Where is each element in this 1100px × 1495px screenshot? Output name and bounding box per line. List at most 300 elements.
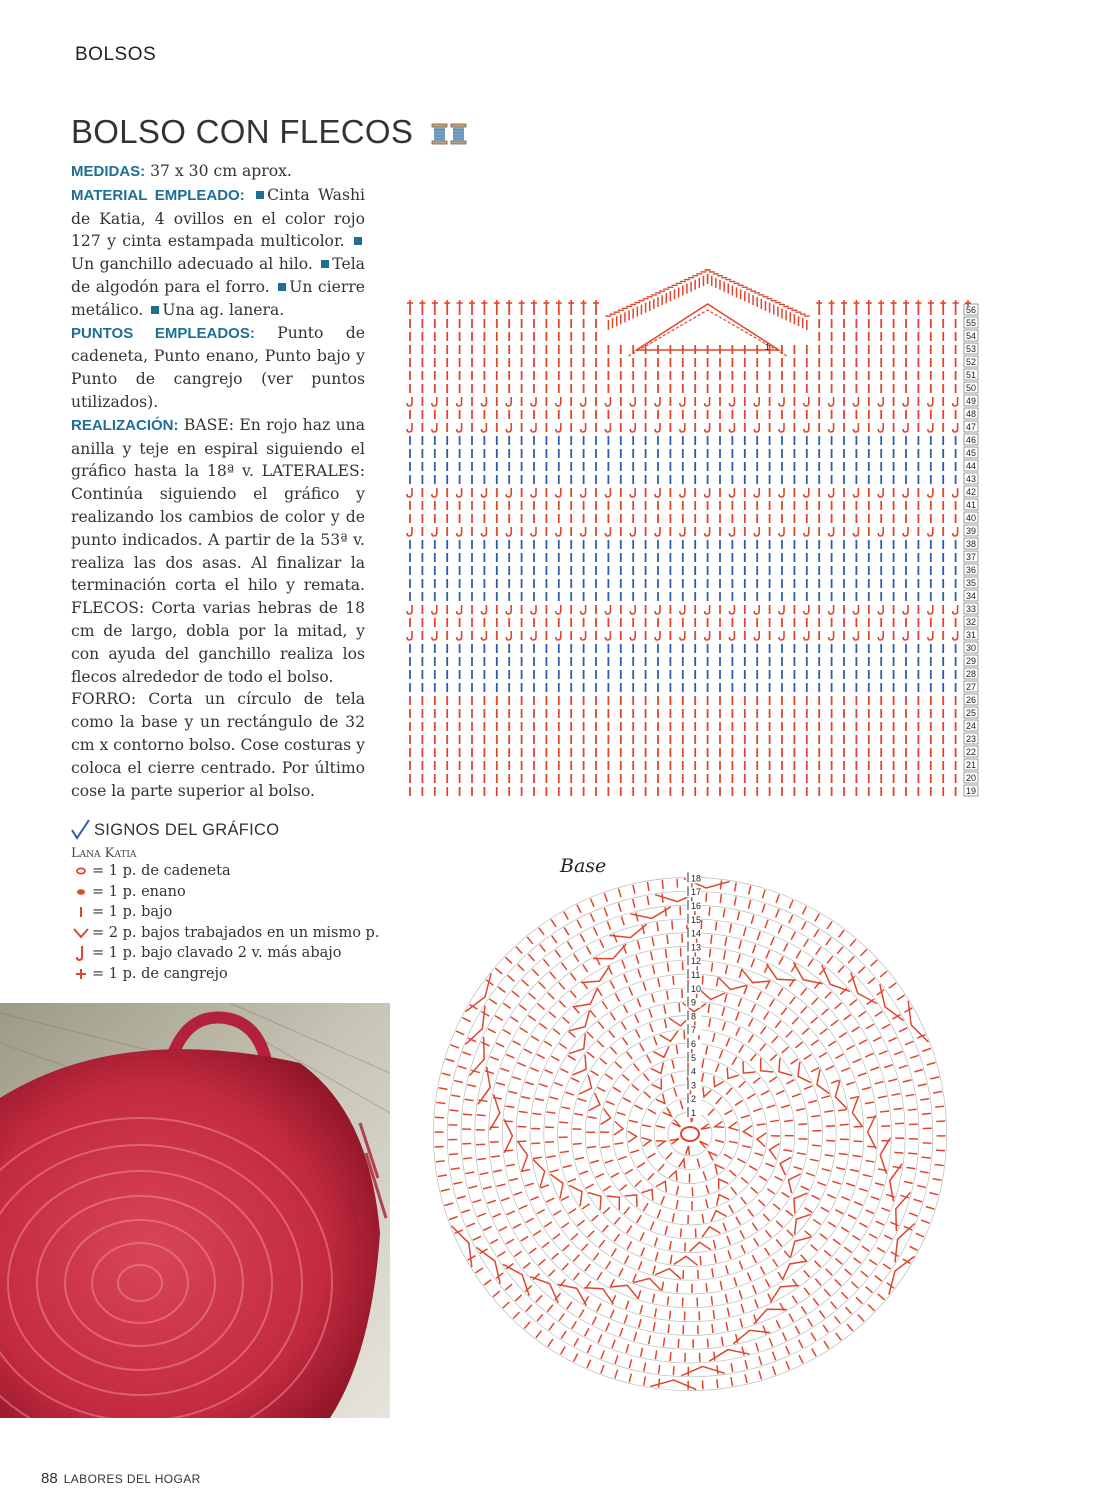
spike-stitch-mark	[432, 488, 437, 497]
single-crochet-mark	[851, 1282, 858, 1288]
single-crochet-mark	[553, 1234, 560, 1239]
row-number: 23	[965, 734, 977, 744]
material-item: Una ag. lanera.	[162, 300, 285, 319]
single-crochet-mark	[648, 1173, 654, 1180]
single-crochet-mark	[614, 1234, 619, 1241]
increase-mark	[715, 1121, 724, 1127]
single-crochet-mark	[529, 1248, 536, 1253]
single-crochet-mark	[751, 959, 754, 967]
single-crochet-mark	[764, 1012, 769, 1020]
spike-stitch-mark	[432, 631, 437, 640]
single-crochet-mark	[498, 987, 505, 992]
single-crochet-mark	[786, 1080, 794, 1084]
single-crochet-mark	[602, 1225, 608, 1232]
single-crochet-mark	[709, 1018, 711, 1027]
base-stitch-chart	[428, 850, 968, 1415]
single-crochet-mark	[713, 1033, 715, 1042]
single-crochet-mark	[653, 965, 655, 974]
single-crochet-mark	[831, 1020, 838, 1025]
spike-stitch-mark	[953, 631, 958, 640]
single-crochet-mark	[519, 1111, 528, 1112]
single-crochet-mark	[776, 894, 779, 902]
row-number: 21	[965, 760, 977, 770]
round-number: 13	[691, 942, 702, 953]
single-crochet-mark	[930, 1077, 939, 1079]
single-crochet-mark	[602, 1001, 607, 1009]
single-crochet-mark	[786, 1361, 790, 1369]
round-guide	[433, 877, 946, 1390]
round-number: 6	[691, 1039, 697, 1049]
single-crochet-mark	[461, 1210, 470, 1213]
single-crochet-mark	[491, 1156, 500, 1157]
increase-mark	[628, 1131, 637, 1142]
legend-heading	[70, 818, 400, 842]
single-crochet-mark	[722, 1007, 724, 1016]
single-crochet-mark	[484, 1280, 491, 1285]
single-crochet-mark	[537, 1054, 545, 1058]
single-crochet-mark	[481, 1012, 489, 1017]
single-crochet-mark	[530, 1068, 538, 1071]
single-crochet-mark	[587, 946, 591, 954]
stitch-row	[410, 735, 968, 744]
spike-stitch-mark	[680, 631, 685, 640]
single-crochet-mark	[503, 1003, 510, 1008]
spike-stitch-mark	[903, 631, 908, 640]
stitch-row	[410, 566, 968, 575]
single-crochet-mark	[811, 1333, 816, 1341]
row-number: 36	[965, 565, 977, 575]
checkmark-icon	[70, 818, 92, 842]
round-number: 7	[691, 1025, 697, 1036]
single-crochet-mark	[554, 1083, 562, 1086]
single-crochet-mark	[739, 1081, 746, 1087]
single-crochet-mark	[725, 965, 727, 974]
increase-mark	[880, 1138, 890, 1174]
single-crochet-mark	[731, 1187, 736, 1194]
single-crochet-mark	[729, 1205, 733, 1213]
spike-stitch-mark	[928, 631, 933, 640]
single-crochet-mark	[598, 1334, 602, 1342]
single-crochet-mark	[601, 1350, 604, 1358]
stitch-row	[410, 371, 968, 380]
single-crochet-mark	[597, 988, 602, 996]
bullet-square-icon	[321, 260, 329, 268]
single-crochet-mark	[614, 1217, 620, 1224]
single-crochet-mark	[702, 1073, 704, 1082]
single-crochet-mark	[668, 1324, 669, 1333]
single-crochet-mark	[568, 942, 573, 950]
spike-stitch-mark	[556, 397, 561, 406]
single-crochet-mark	[726, 1088, 732, 1095]
single-crochet-mark	[680, 1101, 683, 1110]
row-number: 27	[965, 682, 977, 692]
single-crochet-mark	[838, 966, 844, 973]
row-number: 35	[965, 578, 977, 588]
increase-mark	[650, 1380, 696, 1389]
single-crochet-mark	[435, 1117, 444, 1118]
single-crochet-mark	[587, 1032, 593, 1038]
spike-stitch-mark	[928, 423, 933, 432]
single-crochet-mark	[644, 1377, 646, 1386]
single-crochet-mark	[832, 1181, 841, 1184]
single-crochet-mark	[445, 1203, 454, 1206]
single-crochet-mark	[665, 907, 666, 916]
magic-ring	[681, 1127, 699, 1141]
spike-stitch-mark	[853, 488, 858, 497]
spike-stitch-mark	[804, 423, 809, 432]
single-crochet-mark	[670, 1311, 671, 1320]
spike-stitch-mark	[729, 488, 734, 497]
single-crochet-mark	[451, 1168, 460, 1169]
single-crochet-mark	[511, 1017, 519, 1022]
spike-stitch-mark	[804, 631, 809, 640]
single-crochet-mark	[449, 1217, 457, 1220]
single-crochet-mark	[542, 1242, 549, 1247]
single-crochet-mark	[630, 1150, 639, 1153]
single-crochet-mark	[629, 987, 632, 995]
spike-stitch-mark	[457, 631, 462, 640]
single-crochet-mark	[805, 1231, 812, 1237]
single-crochet-mark	[708, 1004, 709, 1013]
single-crochet-mark	[653, 1294, 655, 1303]
spike-stitch-mark	[680, 488, 685, 497]
single-crochet-mark	[597, 1087, 605, 1091]
single-crochet-mark	[505, 1284, 512, 1290]
single-crochet-mark	[598, 1022, 604, 1029]
single-crochet-mark	[624, 974, 627, 982]
single-crochet-mark	[736, 1027, 740, 1035]
stitch-row	[410, 657, 968, 666]
single-crochet-mark	[768, 1294, 772, 1302]
single-crochet-mark	[505, 957, 512, 963]
round-number: 16	[691, 901, 702, 911]
single-crochet-mark	[526, 1218, 534, 1222]
single-crochet-mark	[508, 1091, 517, 1093]
single-crochet-mark	[811, 1068, 819, 1072]
single-crochet-mark	[781, 1008, 786, 1015]
single-crochet-mark	[791, 932, 795, 940]
single-crochet-mark	[606, 1101, 614, 1104]
single-crochet-mark	[759, 1371, 762, 1380]
single-crochet-mark	[647, 882, 648, 891]
single-crochet-mark	[714, 1254, 716, 1263]
spike-stitch-mark	[432, 527, 437, 536]
spike-stitch-mark	[655, 488, 660, 497]
row-number: 22	[965, 747, 977, 757]
single-crochet-mark	[538, 1259, 545, 1265]
single-crochet-mark	[811, 1040, 818, 1045]
legend-text: = 1 p. de cangrejo	[92, 965, 228, 982]
single-crochet-mark	[575, 1157, 584, 1159]
single-crochet-mark	[525, 1082, 534, 1085]
single-crochet-mark	[561, 1107, 570, 1109]
single-crochet-mark	[779, 957, 783, 965]
single-crochet-mark	[463, 1158, 472, 1159]
spike-stitch-mark	[680, 397, 685, 406]
stitch-row	[410, 462, 968, 471]
single-crochet-mark	[869, 1260, 876, 1265]
single-crochet-mark	[537, 1314, 543, 1321]
single-crochet-mark	[802, 922, 806, 930]
spike-stitch-mark	[729, 423, 734, 432]
single-crochet-mark	[871, 1197, 880, 1200]
single-crochet-mark	[638, 941, 640, 950]
single-crochet-mark	[859, 1223, 867, 1227]
single-crochet-mark	[776, 909, 779, 917]
single-crochet-mark	[513, 1312, 519, 1319]
title-text: BOLSO CON FLECOS	[71, 113, 414, 150]
spike-stitch-mark	[729, 527, 734, 536]
single-crochet-mark	[789, 915, 793, 923]
page-footer	[41, 1470, 201, 1487]
spike-stitch-mark	[680, 605, 685, 614]
single-crochet-mark	[802, 906, 806, 914]
single-crochet-mark	[635, 1015, 639, 1023]
single-crochet-mark	[905, 1041, 913, 1044]
single-crochet-mark	[738, 998, 741, 1006]
single-crochet-mark	[778, 988, 783, 996]
single-crochet-mark	[811, 1017, 818, 1023]
single-crochet-mark	[846, 1082, 855, 1085]
single-crochet-mark	[655, 1238, 658, 1247]
single-crochet-mark	[741, 1304, 744, 1313]
single-crochet-mark	[600, 940, 604, 948]
single-crochet-mark	[866, 1161, 875, 1162]
single-crochet-mark	[648, 1153, 656, 1157]
single-crochet-mark	[828, 1222, 836, 1227]
stitch-round	[573, 1016, 808, 1251]
legend-row	[70, 964, 400, 985]
spike-stitch-mark	[581, 631, 586, 640]
single-crochet-mark	[753, 1078, 760, 1084]
single-crochet-mark	[594, 927, 598, 935]
single-crochet-mark	[577, 905, 581, 913]
increase-mark	[686, 1146, 690, 1155]
single-crochet-mark	[499, 1227, 507, 1231]
single-crochet-mark	[483, 1227, 491, 1231]
single-crochet-mark	[894, 1152, 903, 1153]
single-crochet-mark	[633, 899, 635, 908]
spike-stitch-mark	[605, 527, 610, 536]
single-crochet-mark	[835, 1258, 842, 1264]
single-crochet-mark	[608, 966, 612, 974]
single-crochet-mark	[799, 1340, 803, 1348]
single-crochet-mark	[715, 921, 716, 930]
single-crochet-mark	[615, 994, 619, 1002]
spike-stitch-mark	[804, 527, 809, 536]
stitch-row	[407, 527, 968, 536]
single-crochet-mark	[720, 894, 721, 903]
increase-mark	[791, 1237, 811, 1257]
stitch-row	[410, 475, 968, 484]
row-number: 24	[965, 721, 977, 731]
increase-mark	[573, 988, 598, 1007]
side-stitch-chart	[398, 262, 998, 807]
row-number: 30	[965, 643, 977, 653]
single-crochet-mark	[498, 1252, 506, 1257]
single-crochet-mark	[495, 1016, 503, 1021]
single-crochet-mark	[761, 1091, 769, 1095]
increase-mark	[767, 964, 796, 980]
row-number: 40	[965, 513, 977, 523]
single-crochet-mark	[673, 1366, 674, 1375]
single-crochet-mark	[918, 1084, 927, 1086]
single-crochet-mark	[804, 939, 809, 947]
stitch-row	[410, 787, 968, 796]
spike-stitch-mark	[605, 605, 610, 614]
single-crochet-mark	[611, 1249, 616, 1257]
single-crochet-mark	[875, 1276, 882, 1281]
base-chart-title: Base	[560, 855, 607, 877]
instructions	[71, 160, 365, 802]
increase-mark	[715, 1165, 724, 1175]
single-crochet-mark	[614, 1143, 623, 1144]
row-number: 29	[965, 656, 977, 666]
single-crochet-mark	[766, 1230, 772, 1237]
single-crochet-mark	[528, 1015, 535, 1020]
single-crochet-mark	[596, 1174, 604, 1178]
single-crochet-mark	[914, 1070, 923, 1072]
increase-mark	[569, 1185, 582, 1206]
single-crochet-mark	[590, 1160, 599, 1163]
single-crochet-mark	[791, 1059, 798, 1064]
legend-row	[70, 882, 400, 903]
single-crochet-mark	[894, 1108, 903, 1109]
single-crochet-icon	[70, 905, 92, 919]
single-crochet-mark	[745, 1360, 747, 1369]
row-number: 54	[965, 331, 977, 341]
single-crochet-mark	[720, 1281, 722, 1290]
single-crochet-mark	[908, 1109, 917, 1110]
increase-mark	[569, 1011, 589, 1031]
single-crochet-mark	[544, 1041, 552, 1046]
single-crochet-mark	[560, 1151, 569, 1152]
single-crochet-mark	[888, 1079, 897, 1081]
crab-stitch-icon	[70, 968, 92, 980]
spike-stitch-mark	[853, 423, 858, 432]
single-crochet-mark	[651, 952, 653, 961]
spike-stitch-mark	[853, 631, 858, 640]
single-crochet-mark	[825, 992, 831, 998]
single-crochet-mark	[724, 1154, 732, 1159]
single-crochet-mark	[795, 1326, 799, 1334]
single-crochet-mark	[714, 1352, 715, 1361]
legend-row	[70, 943, 400, 964]
single-crochet-mark	[922, 1048, 930, 1051]
increase-mark	[699, 989, 725, 999]
single-crochet-mark	[546, 1198, 554, 1202]
increase-mark	[701, 1124, 710, 1129]
single-crochet-mark	[891, 1252, 899, 1257]
single-crochet-mark	[568, 1055, 576, 1060]
single-crochet-mark	[827, 956, 833, 963]
single-crochet-mark	[573, 1143, 582, 1144]
single-crochet-mark	[531, 1143, 540, 1144]
single-crochet-mark	[868, 1305, 875, 1311]
single-crochet-mark	[910, 1246, 918, 1250]
single-crochet-mark	[578, 1220, 585, 1226]
single-crochet-mark	[601, 1365, 604, 1373]
single-crochet-mark	[751, 1004, 755, 1012]
row-number: 31	[965, 630, 977, 640]
stitch-row	[407, 488, 968, 497]
single-crochet-mark	[671, 1074, 674, 1083]
single-crochet-mark	[811, 1115, 820, 1116]
increase-mark	[794, 1193, 807, 1213]
single-crochet-mark	[659, 1365, 660, 1374]
spike-stitch-mark	[432, 605, 437, 614]
single-crochet-mark	[585, 1264, 590, 1271]
single-crochet-mark	[773, 1259, 778, 1267]
single-crochet-mark	[521, 1097, 530, 1099]
single-crochet-mark	[607, 921, 610, 929]
single-crochet-mark	[814, 1261, 820, 1267]
single-crochet-mark	[615, 1370, 618, 1379]
single-crochet-mark	[578, 1099, 587, 1102]
row-number: 42	[965, 487, 977, 497]
single-crochet-mark	[615, 1355, 618, 1364]
single-crochet-mark	[574, 954, 579, 962]
row-number: 28	[965, 669, 977, 679]
single-crochet-mark	[548, 1339, 553, 1346]
single-crochet-mark	[877, 1248, 885, 1253]
single-crochet-mark	[763, 1326, 766, 1334]
increase-mark	[588, 1193, 601, 1210]
single-crochet-mark	[551, 1056, 559, 1060]
legend-row	[70, 923, 400, 944]
stitch-row	[410, 410, 968, 419]
legend-subtitle: Lana Katia	[71, 846, 137, 861]
single-crochet-mark	[469, 1186, 478, 1188]
spike-stitch-mark	[754, 488, 759, 497]
single-crochet-mark	[450, 1045, 458, 1048]
spike-stitch-mark	[481, 423, 486, 432]
spike-stitch-mark	[630, 527, 635, 536]
single-crochet-mark	[750, 1054, 756, 1061]
single-crochet-mark	[626, 1301, 629, 1309]
single-crochet-mark	[477, 1213, 485, 1216]
material-item: Un ganchillo adecuado al hilo.	[71, 255, 313, 274]
single-crochet-mark	[841, 1068, 849, 1071]
single-crochet-mark	[587, 1345, 591, 1353]
single-crochet-mark	[528, 954, 534, 961]
stitch-row	[410, 306, 968, 315]
single-crochet-mark	[711, 963, 712, 972]
single-crochet-mark	[465, 1172, 474, 1174]
single-crochet-mark	[858, 1315, 864, 1322]
increase-mark	[779, 1058, 792, 1075]
single-crochet-mark	[657, 1209, 660, 1217]
single-crochet-mark	[638, 969, 641, 978]
spike-stitch-mark	[630, 631, 635, 640]
spike-stitch-mark	[680, 423, 685, 432]
single-crochet-mark	[506, 1106, 515, 1107]
single-crochet-mark	[782, 1192, 790, 1197]
single-crochet-mark	[798, 1124, 807, 1125]
single-crochet-mark	[467, 1223, 475, 1226]
single-crochet-mark	[599, 1240, 605, 1247]
single-crochet-mark	[475, 1268, 483, 1273]
stitch-round	[490, 934, 891, 1335]
single-crochet-mark	[574, 1273, 580, 1280]
row-number: 49	[965, 396, 977, 406]
single-crochet-mark	[662, 880, 663, 889]
stitch-row	[410, 696, 968, 705]
single-crochet-mark	[706, 1046, 708, 1055]
single-crochet-mark	[899, 1065, 908, 1068]
single-crochet-mark	[656, 1252, 658, 1261]
single-crochet-mark	[846, 1183, 855, 1186]
